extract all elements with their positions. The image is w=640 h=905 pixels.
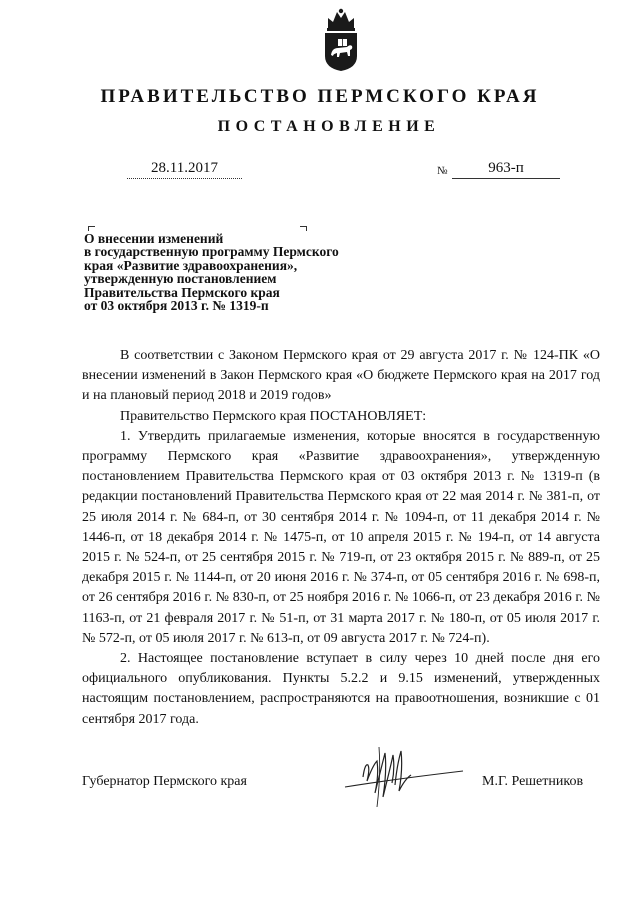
subject-line: в государственную программу Пермского [84, 244, 339, 260]
item-2-paragraph: 2. Настоящее постановление вступает в силу через 10 дней после дня его официального опубликования. Пункты 5.2.2 и 9.15 изменений, утвержденных настоящим постановлением, распространяются на правоотношения, возникшие с 01 сентября 2017 года. [82, 651, 600, 727]
preamble-paragraph: В соответствии с Законом Пермского края от 29 августа 2017 г. № 124-ПК «О внесении изменений в Закон Пермского края «О бюджете Пермского края на 2017 год и на плановый период 2018 и 2019 годов» [82, 348, 600, 404]
subject-line: Правительства Пермского края [84, 284, 280, 300]
government-title: ПРАВИТЕЛЬСТВО ПЕРМСКОГО КРАЯ [100, 86, 540, 107]
coat-of-arms-icon [322, 8, 360, 72]
item-1-paragraph: 1. Утвердить прилагаемые изменения, которые вносятся в государственную программу Пермского края «Развитие здравоохранения», утвержденную постановлением Правительства Пермского края от 03 октября 2013 г. № 1319-п (в редакции постановлений Правительства Пермского края от 22 мая 2014 г. № 381-п, от 25 июля 2014 г. № 684-п, от 30 сентября 2014 г. № 1094-п, от 11 декабря 2014 г. № 1446-п, от 18 декабря 2014 г. № 1475-п, от 10 апреля 2015 г. № 194-п, от 14 августа 2015 г. № 524-п, от 25 сентября 2015 г. № 719-п, от 23 октября 2015 г. № 889-п, от 25 декабря 2015 г. № 1144-п, от 20 июня 2016 г. № 374-п, от 05 сентября 2016 г. № 698-п, от 26 сентября 2016 г. № 830-п, от 25 ноября 2016 г. № 1066-п, от 23 декабря 2016 г. № 1163-п, от 21 февраля 2017 г. № 51-п, от 31 марта 2017 г. № 180-п, от 05 июля 2017 г. № 572-п, от 05 июля 2017 г. № 613-п, от 09 августа 2017 г. № 724-п). [82, 428, 600, 646]
document-type: ПОСТАНОВЛЕНИЕ [217, 118, 441, 135]
resolves-paragraph: Правительство Пермского края ПОСТАНОВЛЯЕТ: [120, 408, 427, 424]
signatory-position: Губернатор Пермского края [82, 774, 247, 789]
subject-line: утвержденную постановлением [84, 271, 277, 287]
document-subject [84, 232, 404, 312]
document-body [82, 346, 600, 730]
document-number: 963-п [452, 160, 560, 179]
document-date: 28.11.2017 [127, 160, 242, 179]
subject-line: от 03 октября 2013 г. № 1319-п [84, 298, 269, 314]
subject-line: О внесении изменений [84, 231, 224, 246]
signatory-name: М.Г. Решетников [482, 774, 584, 789]
subject-bracket-right [300, 226, 307, 231]
handwritten-signature [335, 735, 465, 810]
subject-line: края «Развитие здравоохранения», [84, 257, 298, 273]
number-sign: № [437, 165, 448, 177]
